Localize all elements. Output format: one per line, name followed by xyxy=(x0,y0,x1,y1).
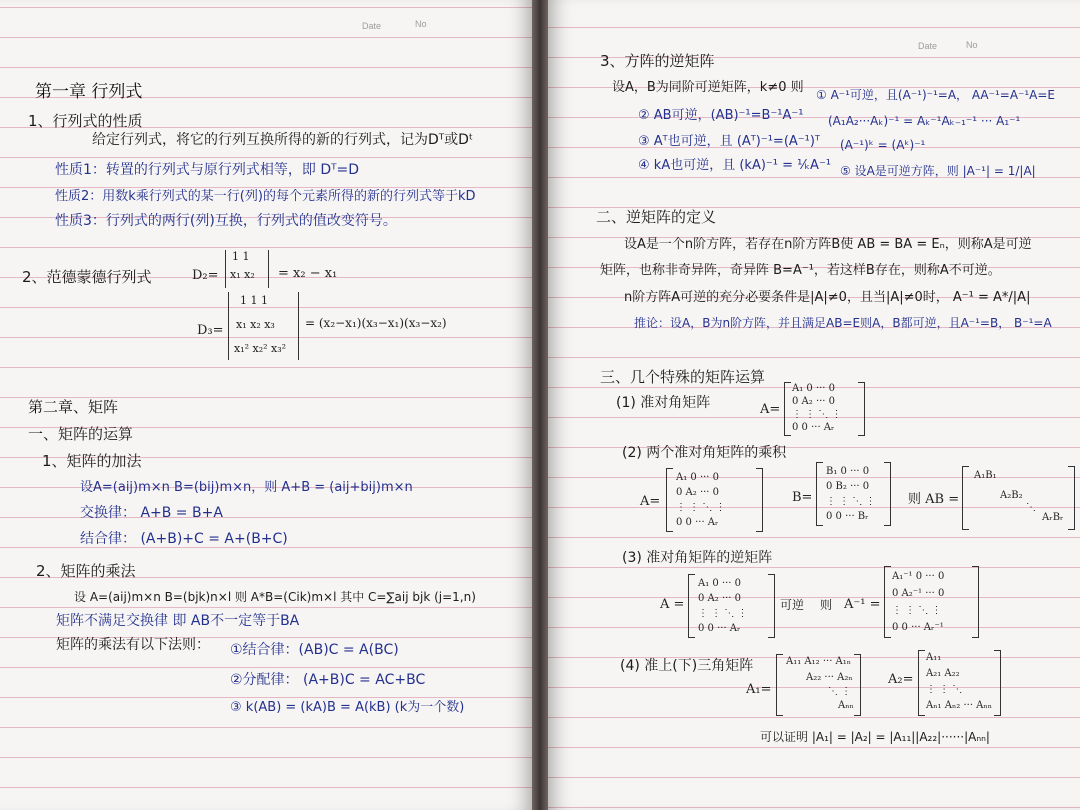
d2-left-bar xyxy=(225,250,226,288)
matrix-row: ⋮ ⋮ ⋱ ⋮ xyxy=(676,502,726,513)
AB-right-bracket xyxy=(1068,466,1075,530)
d3-left-bar xyxy=(228,292,229,360)
inverse-property-2: ② AB可逆，(AB)⁻¹=B⁻¹A⁻¹ xyxy=(638,108,804,123)
d2-right-bar xyxy=(268,250,269,288)
chapter1-title: 第一章 行列式 xyxy=(35,82,143,102)
iA-matrix xyxy=(698,576,778,636)
A-inverse-label: A⁻¹ = xyxy=(844,597,881,612)
inverse-corollary: 推论：设A，B为n阶方阵，并且满足AB=E则A，B都可逆，且A⁻¹=B， B⁻¹=A xyxy=(634,316,1052,330)
property-2: 性质2：用数k乘行列式的某一行(列)的每个元素所得的新的行列式等于kD xyxy=(55,189,476,204)
section-inverse-matrix: 3、方阵的逆矩阵 xyxy=(600,52,715,70)
iA-right-bracket xyxy=(768,574,775,638)
determinant-proof: 可以证明 |A₁| = |A₂| = |A₁₁||A₂₂|······|Aₙₙ| xyxy=(760,730,990,744)
right-notebook-page xyxy=(548,0,1080,810)
rule-associative: ①结合律：(AB)C = A(BC) xyxy=(230,642,399,658)
AB-entry-dots: ⋱ xyxy=(1026,502,1036,513)
A2-row-1: A₁₁ xyxy=(926,652,942,663)
d3-result: = (x₂−x₁)(x₃−x₁)(x₃−x₂) xyxy=(305,316,447,330)
A1-left-bracket xyxy=(776,654,783,716)
d2-row-1: 1 1 xyxy=(232,250,250,263)
matrix-row: 0 0 ··· Aᵣ xyxy=(792,422,835,433)
A1-row-1: A₁₁ A₁₂ ··· A₁ₙ xyxy=(786,656,852,667)
d3-row-2: x₁ x₂ x₃ xyxy=(236,318,275,331)
d3-row-1: 1 1 1 xyxy=(240,294,268,307)
inverse-property-2b: (A₁A₂···Aₖ)⁻¹ = Aₖ⁻¹Aₖ₋₁⁻¹ ··· A₁⁻¹ xyxy=(828,114,1021,128)
matrix-row: 0 A₂⁻¹ ··· 0 xyxy=(892,588,945,599)
Ainv-matrix xyxy=(892,568,982,636)
transpose-description: 给定行列式，将它的行列互换所得的新的行列式，记为Dᵀ或Dᵗ xyxy=(92,132,474,148)
inverse-definition-line2: 矩阵，也称非奇异阵，奇异阵 B=A⁻¹，若这样B存在，则称A不可逆。 xyxy=(600,263,1001,278)
tB-matrix xyxy=(826,464,912,524)
matrix-row: ⋮ ⋮ ⋱ ⋮ xyxy=(892,605,942,616)
tA-right-bracket xyxy=(756,468,763,532)
inverse-property-3: ③ Aᵀ也可逆，且 (Aᵀ)⁻¹=(A⁻¹)ᵀ xyxy=(638,134,820,149)
inverse-property-5: ⑤ 设A是可逆方阵，则 |A⁻¹| = 1/|A| xyxy=(840,164,1036,178)
block-diagonal-product-title: (2) 两个准对角矩阵的乘积 xyxy=(622,445,787,461)
tB-label: B= xyxy=(792,490,813,505)
diag-left-bracket xyxy=(784,382,791,436)
matrix-row: 0 0 ··· Aᵣ xyxy=(698,623,741,634)
d2-row-2: x₁ x₂ xyxy=(230,268,255,281)
A2-left-bracket xyxy=(918,650,925,716)
tA-matrix xyxy=(676,470,762,530)
then-label: 则 xyxy=(820,598,833,612)
A2-row-4: Aₙ₁ Aₙ₂ ··· Aₙₙ xyxy=(926,700,993,711)
d3-label: D₃= xyxy=(197,323,224,338)
section-determinant-properties: 1、行列式的性质 xyxy=(28,112,143,130)
matrix-row: 0 0 ··· Bᵣ xyxy=(826,511,869,522)
A2-right-bracket xyxy=(994,650,1001,716)
diag-right-bracket xyxy=(858,382,865,436)
d3-right-bar xyxy=(298,292,299,360)
A2-label: A₂= xyxy=(888,672,914,687)
Ainv-right-bracket xyxy=(972,566,979,638)
AB-entry-1: A₁B₁ xyxy=(974,470,997,481)
non-commutative-note: 矩阵不满足交换律 即 AB不一定等于BA xyxy=(56,613,300,629)
notebook-spine xyxy=(532,0,548,810)
invertible-label: 可逆 xyxy=(780,598,805,612)
property-1: 性质1：转置的行列式与原行列式相等，即 Dᵀ=D xyxy=(55,162,360,178)
A1-right-bracket xyxy=(854,654,861,716)
block-triangular-title: (4) 准上(下)三角矩阵 xyxy=(620,658,754,674)
section-vandermonde: 2、范德蒙德行列式 xyxy=(22,268,152,286)
matrix-row: 0 A₂ ··· 0 xyxy=(792,396,836,407)
iA-label: A = xyxy=(660,597,685,612)
block-diagonal-title: (1) 准对角矩阵 xyxy=(616,395,711,411)
multiplication-rules-intro: 矩阵的乘法有以下法则： xyxy=(56,637,210,653)
matrix-row: A₁ 0 ··· 0 xyxy=(792,383,836,394)
associative-law: 结合律： (A+B)+C = A+(B+C) xyxy=(80,531,288,547)
section-inverse-definition: 二、逆矩阵的定义 xyxy=(596,208,717,226)
matrix-addition-title: 1、矩阵的加法 xyxy=(42,452,142,470)
tB-left-bracket xyxy=(816,462,823,526)
page-number-label: No xyxy=(415,19,427,29)
page-number-label: No xyxy=(966,40,978,50)
left-notebook-page xyxy=(0,0,532,810)
matrix-addition-definition: 设A=(aij)m×n B=(bij)m×n，则 A+B = (aij+bij)m×n xyxy=(80,480,413,495)
matrix-row: 0 0 ··· Aᵣ xyxy=(676,517,719,528)
d2-label: D₂= xyxy=(192,268,219,283)
matrix-row: 0 A₂ ··· 0 xyxy=(698,593,742,604)
AB-entry-2: A₂B₂ xyxy=(1000,490,1023,501)
d2-result: = x₂ − x₁ xyxy=(278,266,338,281)
matrix-row: A₁ 0 ··· 0 xyxy=(698,578,742,589)
matrix-row: A₁ 0 ··· 0 xyxy=(676,472,720,483)
tA-label: A= xyxy=(640,494,661,509)
block-diagonal-inverse-title: (3) 准对角矩阵的逆矩阵 xyxy=(622,550,773,566)
matrix-row: ⋮ ⋮ ⋱ ⋮ xyxy=(698,608,748,619)
inverse-setup: 设A，B为同阶可逆矩阵，k≠0 则 xyxy=(612,80,804,95)
diag-matrix xyxy=(792,382,862,434)
inverse-property-4: ④ kA也可逆，且 (kA)⁻¹ = ¹⁄ₖA⁻¹ xyxy=(638,158,832,173)
A1-row-2: A₂₂ ··· A₂ₙ xyxy=(806,672,853,683)
A1-row-3: ⋱ ⋮ xyxy=(828,686,852,697)
AB-entry-r: AᵣBᵣ xyxy=(1042,512,1064,523)
Ainv-left-bracket xyxy=(884,566,891,638)
matrix-row: 0 B₂ ··· 0 xyxy=(826,481,870,492)
A1-label: A₁= xyxy=(746,682,772,697)
matrix-row: ⋮ ⋮ ⋱ ⋮ xyxy=(792,409,842,420)
matrix-row: 0 0 ··· Aᵣ⁻¹ xyxy=(892,622,944,633)
inverse-property-3b: (A⁻¹)ᵏ = (Aᵏ)⁻¹ xyxy=(840,138,926,152)
d3-row-3: x₁² x₂² x₃² xyxy=(234,342,287,355)
A2-row-2: A₂₁ A₂₂ xyxy=(926,668,960,679)
inverse-property-1: ① A⁻¹可逆，且(A⁻¹)⁻¹=A， AA⁻¹=A⁻¹A=E xyxy=(816,88,1056,102)
matrix-multiplication-definition: 设 A=(aij)m×n B=(bjk)n×l 则 A*B=(Cik)m×l 其中 C=∑aij bjk (j=1,n) xyxy=(74,590,476,604)
chapter2-title: 第二章、矩阵 xyxy=(28,398,119,416)
rule-scalar: ③ k(AB) = (kA)B = A(kB) (k为一个数) xyxy=(230,700,465,715)
iA-left-bracket xyxy=(688,574,695,638)
inverse-definition-line1: 设A是一个n阶方阵，若存在n阶方阵B使 AB = BA = Eₙ，则称A是可逆 xyxy=(624,237,1032,252)
tA-left-bracket xyxy=(666,468,673,532)
matrix-row: ⋮ ⋮ ⋱ ⋮ xyxy=(826,496,876,507)
inverse-definition-line3: n阶方阵A可逆的充分必要条件是|A|≠0，且当|A|≠0时， A⁻¹ = A*/|A| xyxy=(624,290,1031,305)
matrix-multiplication-title: 2、矩阵的乘法 xyxy=(36,562,136,580)
section-matrix-operations: 一、矩阵的运算 xyxy=(28,425,134,443)
AB-left-bracket xyxy=(962,466,969,530)
matrix-row: B₁ 0 ··· 0 xyxy=(826,466,870,477)
section-special-matrices: 三、几个特殊的矩阵运算 xyxy=(600,368,766,386)
matrix-row: A₁⁻¹ 0 ··· 0 xyxy=(892,571,945,582)
date-label: Date xyxy=(918,41,938,51)
then-AB-label: 则 AB = xyxy=(908,492,960,507)
rule-distributive: ②分配律： (A+B)C = AC+BC xyxy=(230,672,426,688)
date-label: Date xyxy=(362,21,382,31)
A1-row-4: Aₙₙ xyxy=(838,700,854,711)
tB-right-bracket xyxy=(884,462,891,526)
matrix-row: 0 A₂ ··· 0 xyxy=(676,487,720,498)
A2-row-3: ⋮ ⋮ ⋱ xyxy=(926,684,963,695)
property-3: 性质3：行列式的两行(列)互换，行列式的值改变符号。 xyxy=(55,213,397,229)
diag-matrix-label: A= xyxy=(760,402,781,417)
commutative-law: 交换律： A+B = B+A xyxy=(80,505,223,521)
